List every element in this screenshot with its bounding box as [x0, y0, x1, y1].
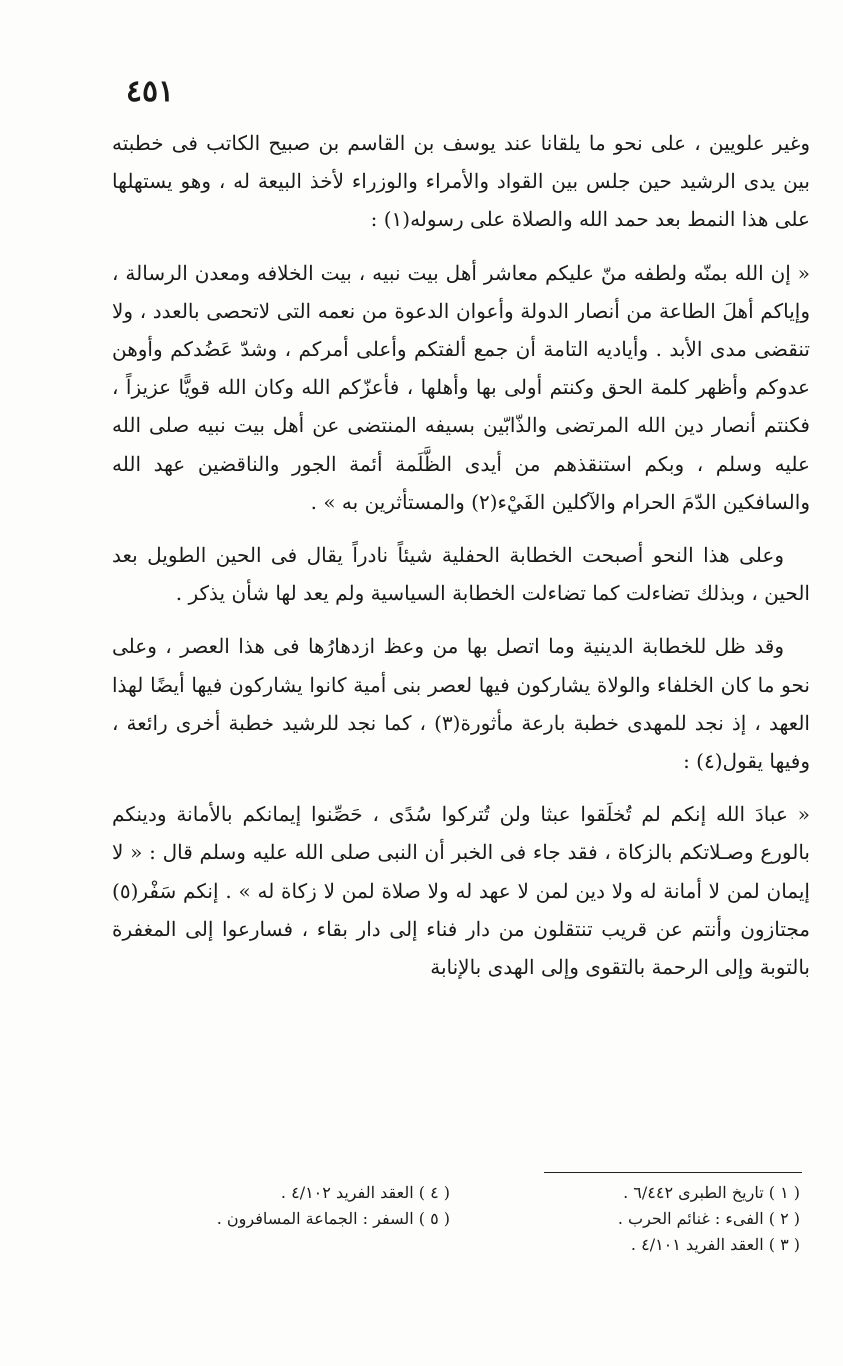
- paragraph-intro: وغير علويين ، على نحو ما يلقانا عند يوسف بن القاسم بن صبيح الكاتب فى خطبته بين يدى الرشيد حين جلس بين القواد والأمراء والوزراء لأخذ البيعة له ، وهو يستهلها على هذا النمط بعد حمد الله والصلاة على رسوله(١) :: [112, 131, 810, 232]
- footnotes-right-column: [470, 1180, 800, 1258]
- footnote: ( ٥ ) السفر : الجماعة المسافرون .: [216, 1209, 450, 1228]
- footnote: ( ٤ ) العقد الفريد ٤/١٠٢ .: [280, 1183, 450, 1202]
- paragraph-ceremonial-oratory: وعلى هذا النحو أصبحت الخطابة الحفلية شيئاً نادراً يقال فى الحين الطويل بعد الحين ، وبذلك تضاءلت كما تضاءلت الخطابة السياسية ولم يعد لها شأن يذكر .: [112, 543, 810, 606]
- paragraph-quote-speech: « إن الله بمنّه ولطفه منّ عليكم معاشر أهل بيت نبيه ، بيت الخلافه ومعدن الرسالة ، وإياكم أهلَ الطاعة من أنصار الدولة وأعوان الدعوة من نعمه التى لاتحصى بالعدد ، ولا تنقضى مدى الأبد . وأياديه التامة أن جمع ألفتكم وأعلى أمركم ، وشدّ عَضُدكم وأوهن عدوكم وأظهر كلمة الحق وكنتم أولى بها وأهلها ، فأعزّكم الله وكان الله قويًّا عزيزاً ، فكنتم أنصار دين الله المرتضى والذّابّين بسيفه المنتضى عن أهل بيت نبيه صلى الله عليه وسلم ، وبكم استنقذهم من أيدى الظَّلَمة أئمة الجور والناقضين عهد الله والسافكين الدّمَ الحرام والآكلين الفَيْء(٢) والمستأثرين به » .: [112, 260, 810, 514]
- paragraph-religious-oratory: وقد ظل للخطابة الدينية وما اتصل بها من وعظ ازدهارُها فى هذا العصر ، وعلى نحو ما كان الخلفاء والولاة يشاركون فيها لعصر بنى أمية كانوا يشاركون فيها أيضًا لهذا العهد ، إذ نجد للمهدى خطبة بارعة مأثورة(٣) ، كما نجد للرشيد خطبة أخرى رائعة ، وفيها يقول(٤) :: [112, 634, 810, 774]
- page-number: ٤٥١: [125, 74, 175, 109]
- footnote: ( ٣ ) العقد الفريد ٤/١٠١ .: [630, 1235, 800, 1254]
- footnotes: [120, 1180, 800, 1258]
- footnote: ( ٢ ) الفىء : غنائم الحرب .: [617, 1209, 800, 1228]
- paragraph-quote-rashid: « عبادَ الله إنكم لم تُخلَقوا عبثا ولن تُتركوا سُدًى ، حَصِّنوا إيمانكم بالأمانة ودينكم بالورع وصـلاتكم بالزكاة ، فقد جاء فى الخبر أن النبى صلى الله عليه وسلم قال : « لا إيمان لمن لا أمانة له ولا دين لمن لا عهد له ولا صلاة لمن لا زكاة له » . إنكم سَفْر(٥) مجتازون وأنتم عن قريب تنتقلون من دار فناء إلى دار بقاء ، فسارعوا إلى المغفرة بالتوبة وإلى الرحمة بالتقوى وإلى الهدى بالإنابة: [112, 802, 810, 980]
- footnote: ( ١ ) تاريخ الطبرى ٦/٤٤٢ .: [623, 1183, 800, 1202]
- body-text: [112, 124, 810, 1001]
- footnotes-left-column: [120, 1180, 450, 1258]
- footnote-separator: [544, 1172, 802, 1173]
